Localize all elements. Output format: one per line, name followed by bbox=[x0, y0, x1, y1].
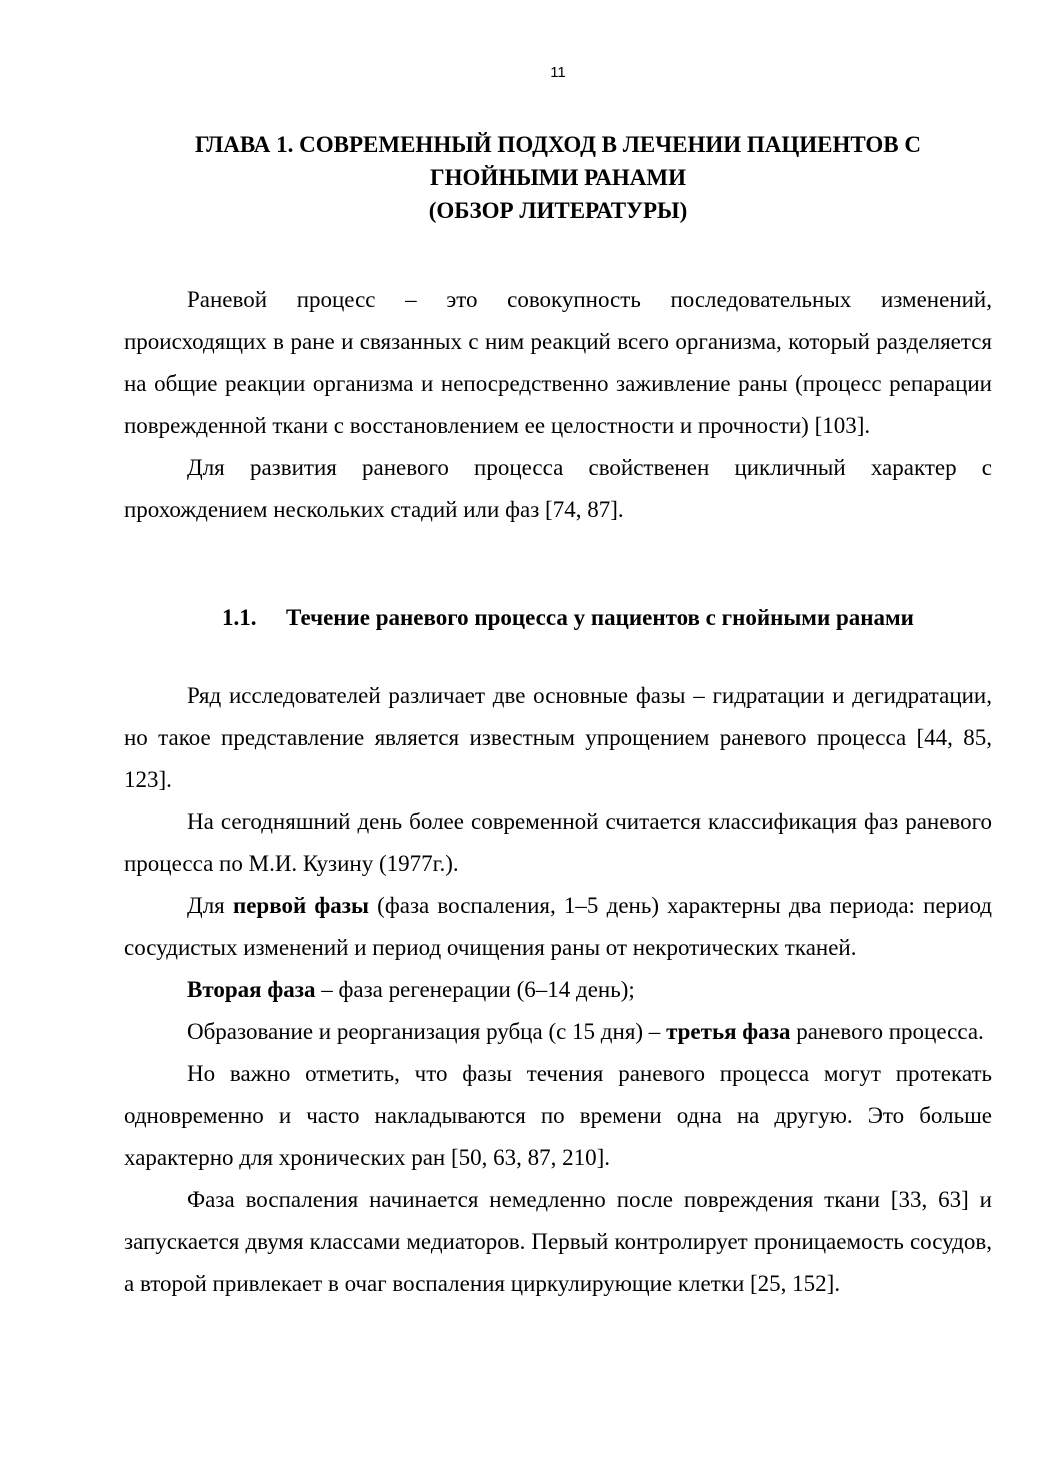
body-paragraph-2: На сегодняшний день более современной считается классификация фаз раневого процесса по М.И. Кузину (1977г.). bbox=[124, 809, 992, 876]
body-paragraph-5 bbox=[124, 1011, 992, 1053]
second-phase-term: Вторая фаза bbox=[187, 977, 316, 1002]
third-phase-term: третья фаза bbox=[666, 1019, 791, 1044]
section-number: 1.1. bbox=[222, 605, 257, 630]
body-paragraph-4 bbox=[124, 969, 992, 1011]
intro-paragraph-2: Для развития раневого процесса свойственен цикличный характер с прохождением нескольких стадий или фаз [74, 87]. bbox=[124, 455, 992, 522]
paragraph-3-lead: Для bbox=[187, 893, 233, 918]
paragraph-5-rest: раневого процесса. bbox=[790, 1019, 984, 1044]
body-paragraph-7: Фаза воспаления начинается немедленно после повреждения ткани [33, 63] и запускается двумя классами медиаторов. Первый контролирует проницаемость сосудов, а второй привлекает в очаг воспаления циркулирующие клетки [25, 152]. bbox=[124, 1187, 992, 1296]
page-number: 11 bbox=[550, 64, 566, 81]
chapter-title bbox=[124, 128, 992, 227]
paragraph-4-rest: – фаза регенерации (6–14 день); bbox=[315, 977, 635, 1002]
chapter-title-line-2: ГНОЙНЫМИ РАНАМИ bbox=[430, 165, 686, 190]
chapter-title-line-3: (ОБЗОР ЛИТЕРАТУРЫ) bbox=[428, 198, 688, 223]
body-text bbox=[124, 675, 992, 1305]
paragraph-5-lead: Образование и реорганизация рубца (с 15 дня) – bbox=[187, 1019, 667, 1044]
first-phase-term: первой фазы bbox=[232, 893, 369, 918]
intro-paragraph-1: Раневой процесс – это совокупность последовательных изменений, происходящих в ране и связанных с ним реакций всего организма, который разделяется на общие реакции организма и непосредственно заживление раны (процесс репарации поврежденной ткани с восстановлением ее целостности и прочности) [103]. bbox=[124, 287, 992, 438]
body-paragraph-6: Но важно отметить, что фазы течения раневого процесса могут протекать одновременно и часто накладываются по времени одна на другую. Это больше характерно для хронических ран [50, 63, 87, 210]. bbox=[124, 1061, 992, 1170]
paragraph-3-rest: (фаза воспаления, 1–5 день) характерны два периода: период сосудистых изменений и период очищения раны от некротических тканей. bbox=[124, 893, 992, 960]
chapter-title-line-1: ГЛАВА 1. СОВРЕМЕННЫЙ ПОДХОД В ЛЕЧЕНИИ ПАЦИЕНТОВ С bbox=[194, 132, 922, 157]
body-paragraph-3 bbox=[124, 885, 992, 969]
body-paragraph-1: Ряд исследователей различает две основные фазы – гидратации и дегидратации, но такое представление является известным упрощением раневого процесса [44, 85, 123]. bbox=[124, 683, 992, 792]
intro-text bbox=[124, 279, 992, 531]
section-title: Течение раневого процесса у пациентов с гнойными ранами bbox=[286, 605, 914, 630]
